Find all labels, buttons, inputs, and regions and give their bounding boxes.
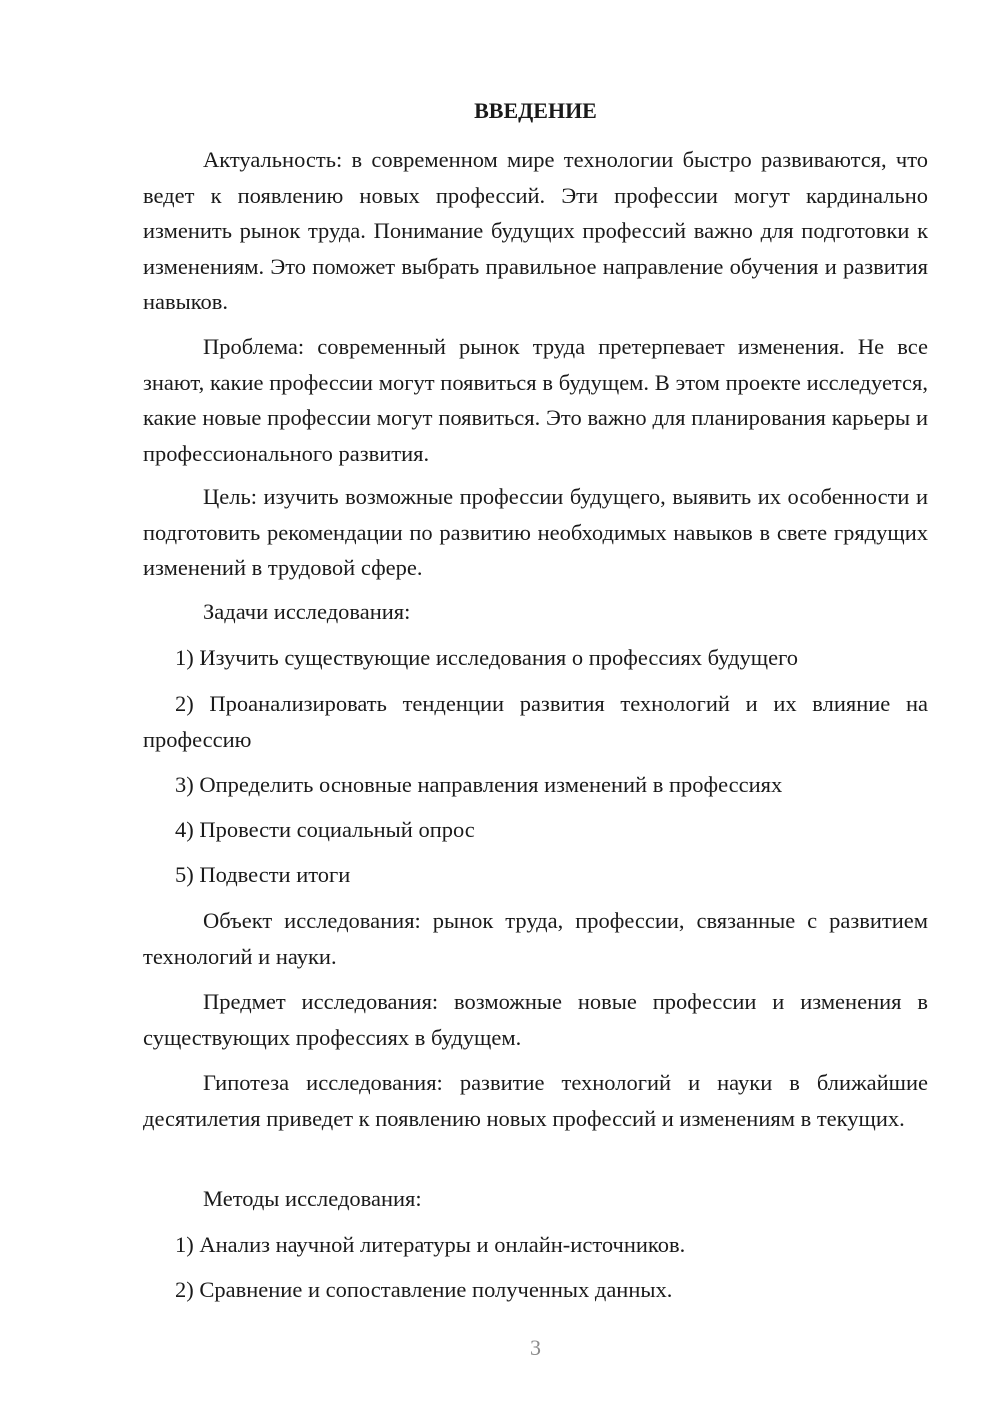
methods-heading: Методы исследования: [203,1186,422,1211]
problem-paragraph: Проблема: современный рынок труда претерпевает изменения. Не все знают, какие профессии могут появиться в будущем. В этом проекте исследуется, какие новые профессии могут появиться. Это важно для планирования карьеры и профессионального развития. [143,334,928,466]
method-item: 1) Анализ научной литературы и онлайн-источников. [175,1232,686,1257]
goal-paragraph: Цель: изучить возможные профессии будущего, выявить их особенности и подготовить рекомендации по развитию необходимых навыков в свете грядущих изменений в трудовой сфере. [143,484,928,580]
object-paragraph: Объект исследования: рынок труда, профессии, связанные с развитием технологий и науки. [143,908,928,969]
relevance-paragraph: Актуальность: в современном мире технологии быстро развиваются, что ведет к появлению новых профессий. Эти профессии могут кардинально изменить рынок труда. Понимание будущих профессий важно для подготовки к изменениям. Это поможет выбрать правильное направление обучения и развития навыков. [143,147,928,314]
hypothesis-paragraph: Гипотеза исследования: развитие технологий и науки в ближайшие десятилетия приведет к появлению новых профессий и изменениям в текущих. [143,1070,928,1131]
subject-paragraph: Предмет исследования: возможные новые профессии и изменения в существующих профессиях в будущем. [143,989,928,1050]
task-item: 3) Определить основные направления изменений в профессиях [175,772,783,797]
method-item: 2) Сравнение и сопоставление полученных данных. [175,1277,673,1302]
page-number: 3 [530,1335,541,1360]
page-title: ВВЕДЕНИЕ [474,98,597,123]
task-item: 5) Подвести итоги [175,862,351,887]
task-item: 1) Изучить существующие исследования о профессиях будущего [175,645,799,670]
tasks-heading: Задачи исследования: [203,599,411,624]
task-item: 2) Проанализировать тенденции развития технологий и их влияние на профессию [143,691,928,752]
document-page [143,0,928,1414]
task-item: 4) Провести социальный опрос [175,817,475,842]
